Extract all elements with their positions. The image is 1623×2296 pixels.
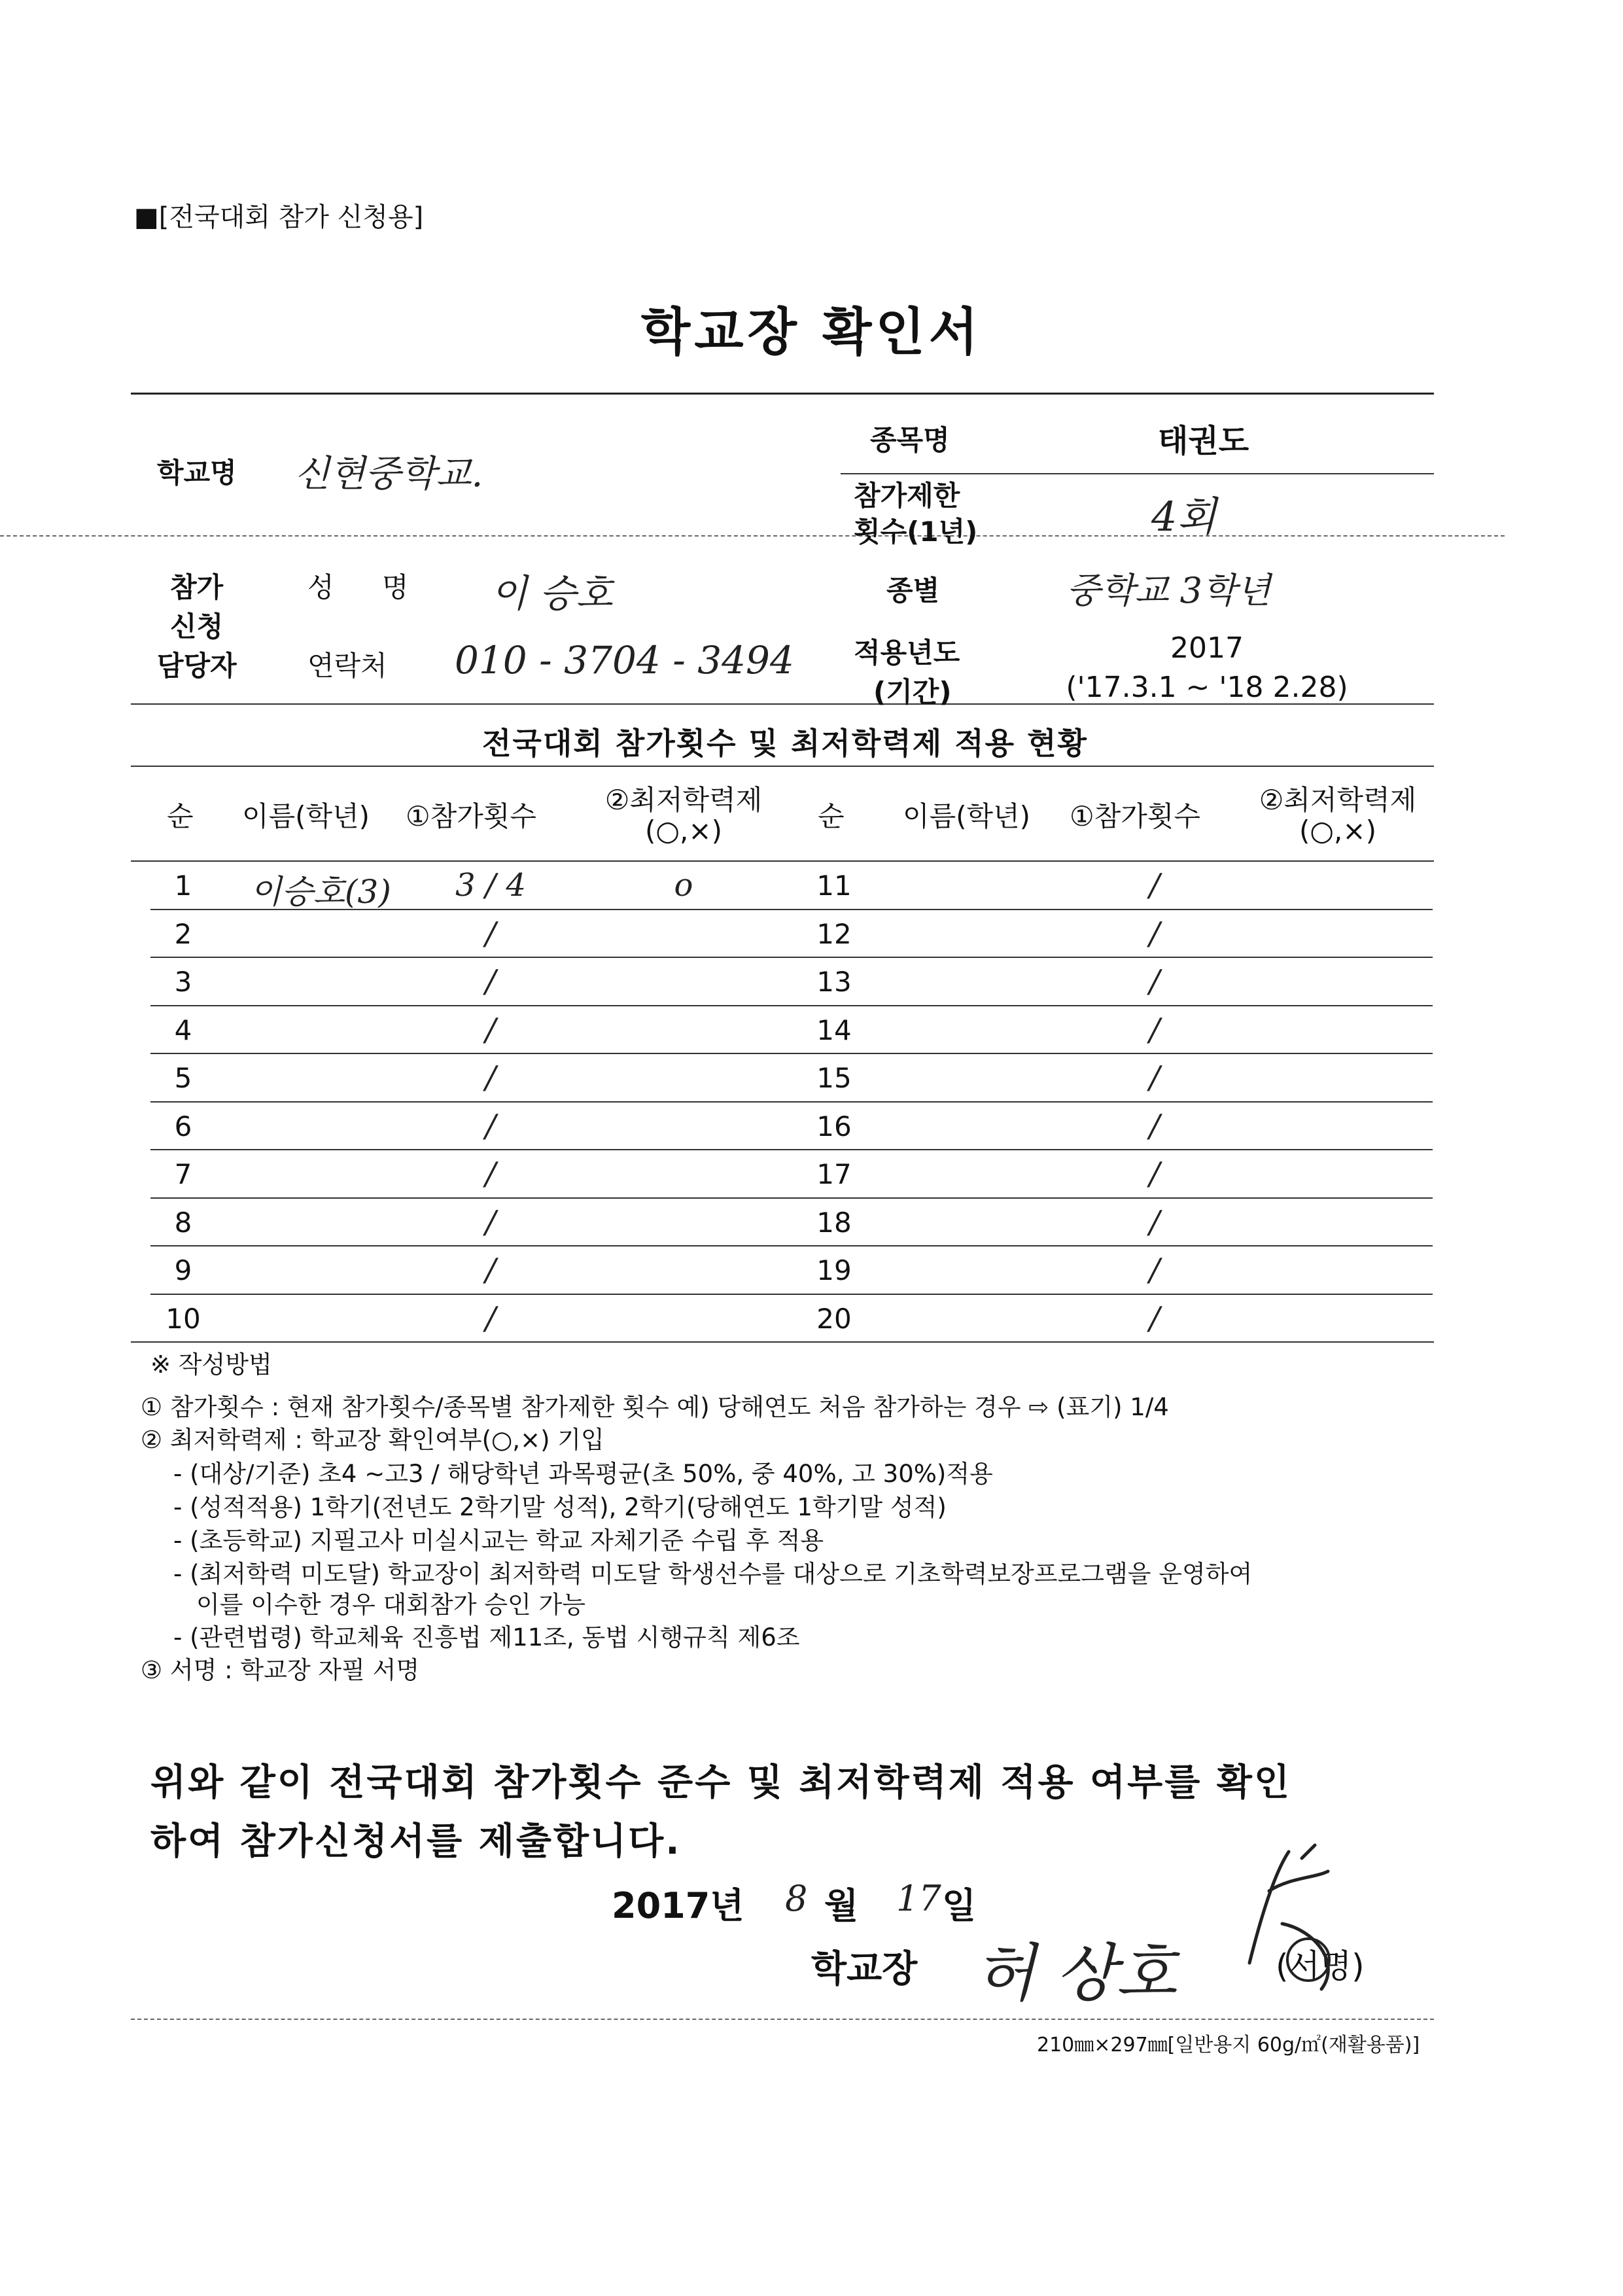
info-rule <box>131 766 1434 767</box>
school-label: 학교명 <box>157 457 237 489</box>
note-2e: - (관련법령) 학교체육 진흥법 제11조, 동법 시행규칙 제6조 <box>173 1623 800 1651</box>
row-count[interactable]: / <box>485 915 497 952</box>
note-2: ② 최저학력제 : 학교장 확인여부(○,×) 기입 <box>141 1426 604 1454</box>
footer-rule <box>131 2019 1434 2020</box>
table-rule <box>131 860 1434 862</box>
row-number: 2 <box>174 917 192 950</box>
info-rule <box>0 535 1505 537</box>
col-min: (○,×) <box>645 815 722 847</box>
table-row-rule <box>150 1245 1433 1246</box>
row-number: 5 <box>174 1062 192 1094</box>
row-count[interactable]: / <box>485 1156 497 1192</box>
paper-spec: 210㎜×297㎜[일반용지 60g/㎡(재활용품)] <box>1037 2034 1420 2057</box>
name-label: 성 명 <box>307 571 428 603</box>
note-2c: - (초등학교) 지필고사 미실시교는 학교 자체기준 수립 후 적용 <box>173 1527 824 1555</box>
date-day[interactable]: 17 <box>896 1878 941 1919</box>
row-count[interactable]: / <box>1149 1252 1161 1288</box>
principal-label: 학교장 <box>811 1948 918 1990</box>
table-row-rule <box>150 909 1433 910</box>
year-label: (기간) <box>873 676 952 708</box>
row-number: 12 <box>816 917 852 950</box>
note-2d-cont: 이를 이수한 경우 대회참가 승인 가능 <box>196 1591 585 1619</box>
col-no: 순 <box>167 800 194 832</box>
row-count[interactable]: / <box>485 1203 497 1241</box>
year-value: 2017 <box>1170 631 1244 665</box>
row-number: 10 <box>166 1302 201 1335</box>
row-count[interactable]: / <box>485 1059 497 1096</box>
row-number: 19 <box>816 1254 852 1286</box>
event-label: 종목명 <box>870 424 950 456</box>
note-2b: - (성적적용) 1학기(전년도 2학기말 성적), 2학기(당해연도 1학기말 성적) <box>173 1493 947 1521</box>
form-type-tag: ■[전국대회 참가 신청용] <box>134 202 424 232</box>
table-row-rule <box>150 957 1433 958</box>
row-number: 14 <box>816 1014 852 1046</box>
row-number: 4 <box>174 1014 192 1046</box>
row-number: 15 <box>816 1062 852 1094</box>
note-2d: - (최저학력 미도달) 학교장이 최저학력 미도달 학생선수를 대상으로 기초학력보장프로그램을 운영하여 <box>173 1560 1253 1588</box>
col-name: 이름(학년) <box>242 800 370 832</box>
category-value[interactable]: 중학교 3학년 <box>1066 570 1271 611</box>
applicant-label: 신청 <box>170 610 224 643</box>
year-label: 적용년도 <box>854 637 960 669</box>
status-title: 전국대회 참가횟수 및 최저학력제 적용 현황 <box>482 726 1088 761</box>
event-value: 태권도 <box>1158 423 1249 459</box>
sign-mark: (서명) <box>1276 1947 1365 1985</box>
limit-label: 참가제한 <box>854 480 960 512</box>
row-number: 18 <box>816 1206 852 1239</box>
contact-label: 연락처 <box>307 650 387 682</box>
col-min: ②최저학력제 <box>1259 784 1417 816</box>
row-count[interactable]: / <box>1149 1059 1161 1096</box>
row-number: 9 <box>174 1254 192 1286</box>
note-2a: - (대상/기준) 초4 ~고3 / 해당학년 과목평균(초 50%, 중 40%, 고 30%)적용 <box>173 1460 993 1488</box>
date-day-label: 일 <box>942 1885 977 1926</box>
declaration-line: 위와 같이 전국대회 참가횟수 준수 및 최저학력제 적용 여부를 확인 <box>150 1761 1292 1804</box>
row-count[interactable]: / <box>1149 1011 1161 1048</box>
date-month[interactable]: 8 <box>785 1878 808 1919</box>
signature-stroke <box>1223 1832 1393 2002</box>
document-title: 학교장 확인서 <box>640 303 983 362</box>
date-month-label: 월 <box>824 1885 859 1926</box>
note-1: ① 참가횟수 : 현재 참가횟수/종목별 참가제한 횟수 예) 당해연도 처음 참가하는 경우 ⇨ (표기) 1/4 <box>141 1393 1169 1421</box>
row-count[interactable]: 3 / 4 <box>455 867 526 904</box>
col-no: 순 <box>818 800 845 832</box>
row-min[interactable]: o <box>674 867 693 904</box>
category-label: 종별 <box>886 574 940 607</box>
row-count[interactable]: / <box>1149 867 1161 904</box>
row-number: 1 <box>174 870 192 902</box>
row-count[interactable]: / <box>1149 1299 1161 1337</box>
col-min: (○,×) <box>1299 815 1376 847</box>
row-number: 20 <box>816 1302 852 1335</box>
applicant-name[interactable]: 이 승호 <box>491 571 613 616</box>
row-name[interactable]: 이승호(3) <box>250 873 391 911</box>
row-count[interactable]: / <box>1149 1156 1161 1192</box>
row-count[interactable]: / <box>1149 915 1161 952</box>
table-row-rule <box>150 1149 1433 1150</box>
col-count: ①참가횟수 <box>406 800 536 832</box>
col-min: ②최저학력제 <box>604 784 763 816</box>
row-number: 11 <box>816 870 852 902</box>
note-3: ③ 서명 : 학교장 자필 서명 <box>141 1656 420 1684</box>
principal-signature[interactable]: 허 상호 <box>975 1937 1177 2010</box>
table-row-rule <box>150 1005 1433 1006</box>
limit-label: 횟수(1년) <box>854 516 978 548</box>
row-count[interactable]: / <box>485 1107 497 1144</box>
table-row-rule <box>150 1101 1433 1103</box>
col-name: 이름(학년) <box>903 800 1031 832</box>
top-rule <box>131 393 1434 395</box>
row-count[interactable]: / <box>485 1011 497 1048</box>
notes-heading: ※ 작성방법 <box>150 1351 272 1379</box>
row-count[interactable]: / <box>1149 1203 1161 1241</box>
year-period: ('17.3.1 ~ '18 2.28) <box>1066 671 1348 704</box>
row-number: 6 <box>174 1110 192 1142</box>
row-number: 3 <box>174 966 192 998</box>
date-year: 2017년 <box>612 1885 744 1926</box>
col-count: ①참가횟수 <box>1070 800 1200 832</box>
row-count[interactable]: / <box>485 963 497 1000</box>
applicant-label: 참가 <box>170 571 224 603</box>
school-name[interactable]: 신현중학교. <box>294 453 483 495</box>
row-count[interactable]: / <box>1149 963 1161 1000</box>
row-count[interactable]: / <box>485 1252 497 1288</box>
row-count[interactable]: / <box>485 1299 497 1337</box>
row-number: 16 <box>816 1110 852 1142</box>
table-row-rule <box>150 1053 1433 1054</box>
table-bottom-rule <box>131 1341 1434 1343</box>
row-count[interactable]: / <box>1149 1107 1161 1144</box>
table-row-rule <box>150 1197 1433 1199</box>
contact-value[interactable]: 010 - 3704 - 3494 <box>455 638 794 682</box>
applicant-label: 담당자 <box>157 650 237 682</box>
row-number: 13 <box>816 966 852 998</box>
row-number: 17 <box>816 1158 852 1190</box>
declaration-line: 하여 참가신청서를 제출합니다. <box>150 1820 682 1863</box>
table-row-rule <box>150 1294 1433 1295</box>
row-number: 7 <box>174 1158 192 1190</box>
row-number: 8 <box>174 1206 192 1239</box>
limit-value[interactable]: 4회 <box>1151 493 1217 540</box>
